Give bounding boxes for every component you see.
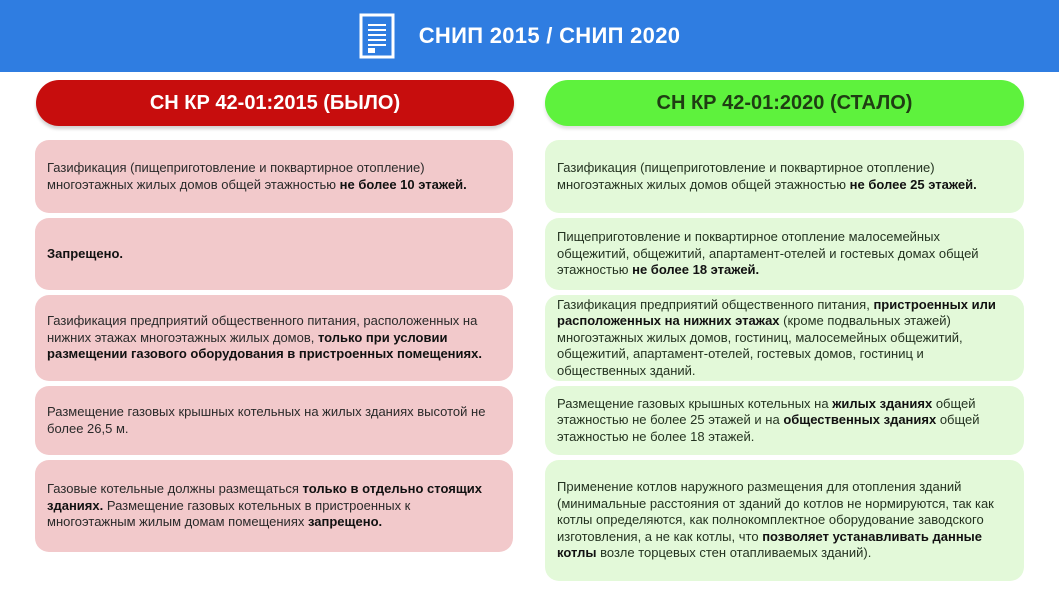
right-card-5-text: Применение котлов наружного размещения для отопления зданий (минимальные расстояния от зданий до котлов не нормируются, так как котлы определяются, как полнокомплектное оборудование заводского изготовления, а не как котлы, что позволяет устанавливать данные котлы возле торцевых стен отапливаемых зданий). — [557, 479, 994, 561]
left-card-1-text: Газификация (пищеприготовление и поквартирное отопление) многоэтажных жилых домов общей этажностью не более 10 этажей. — [47, 160, 467, 192]
right-card-4 — [545, 386, 1024, 455]
top-banner-content — [359, 13, 681, 59]
right-card-3-text: Газификация предприятий общественного питания, пристроенных или расположенных на нижних этажах (кроме подвальных этажей) многоэтажных жилых домов, гостиниц, малосемейных общежитий, общежитий, апартамент-отелей, гостевых домов, гостиниц и общественных зданий. — [557, 296, 996, 378]
left-card-4 — [35, 386, 513, 455]
top-banner — [0, 0, 1059, 72]
left-card-1 — [35, 140, 513, 213]
right-card-1 — [545, 140, 1024, 213]
left-card-4-text: Размещение газовых крышных котельных на жилых зданиях высотой не более 26,5 м. — [47, 404, 486, 436]
document-icon — [359, 13, 395, 59]
left-column-header: СН КР 42-01:2015 (БЫЛО) — [36, 80, 514, 126]
right-card-2-text: Пищеприготовление и поквартирное отопление малосемейных общежитий, общежитий, апартамент-отелей и гостевых домах общей этажностью не более 18 этажей. — [557, 229, 979, 278]
right-card-3 — [545, 295, 1024, 381]
left-card-2 — [35, 218, 513, 290]
right-card-4-text: Размещение газовых крышных котельных на жилых зданиях общей этажностью не более 25 этажей и на общественных зданиях общей этажностью не более 18 этажей. — [557, 395, 980, 444]
right-card-2 — [545, 218, 1024, 290]
left-card-5 — [35, 460, 513, 552]
left-card-5-text: Газовые котельные должны размещаться только в отдельно стоящих зданиях. Размещение газовых котельных в пристроенных к многоэтажным жилым домам помещениях запрещено. — [47, 481, 483, 530]
right-column-header: СН КР 42-01:2020 (СТАЛО) — [545, 80, 1024, 126]
right-card-5 — [545, 460, 1024, 581]
left-card-3 — [35, 295, 513, 381]
left-card-2-text: Запрещено. — [47, 245, 124, 261]
page-title: СНИП 2015 / СНИП 2020 — [418, 23, 681, 48]
left-card-3-text: Газификация предприятий общественного питания, расположенных на нижних этажах многоэтажных жилых домов, только при условии размещении газового оборудования в пристроенных помещениях. — [47, 313, 482, 362]
right-card-1-text: Газификация (пищеприготовление и поквартирное отопление) многоэтажных жилых домов общей этажностью не более 25 этажей. — [557, 160, 977, 192]
